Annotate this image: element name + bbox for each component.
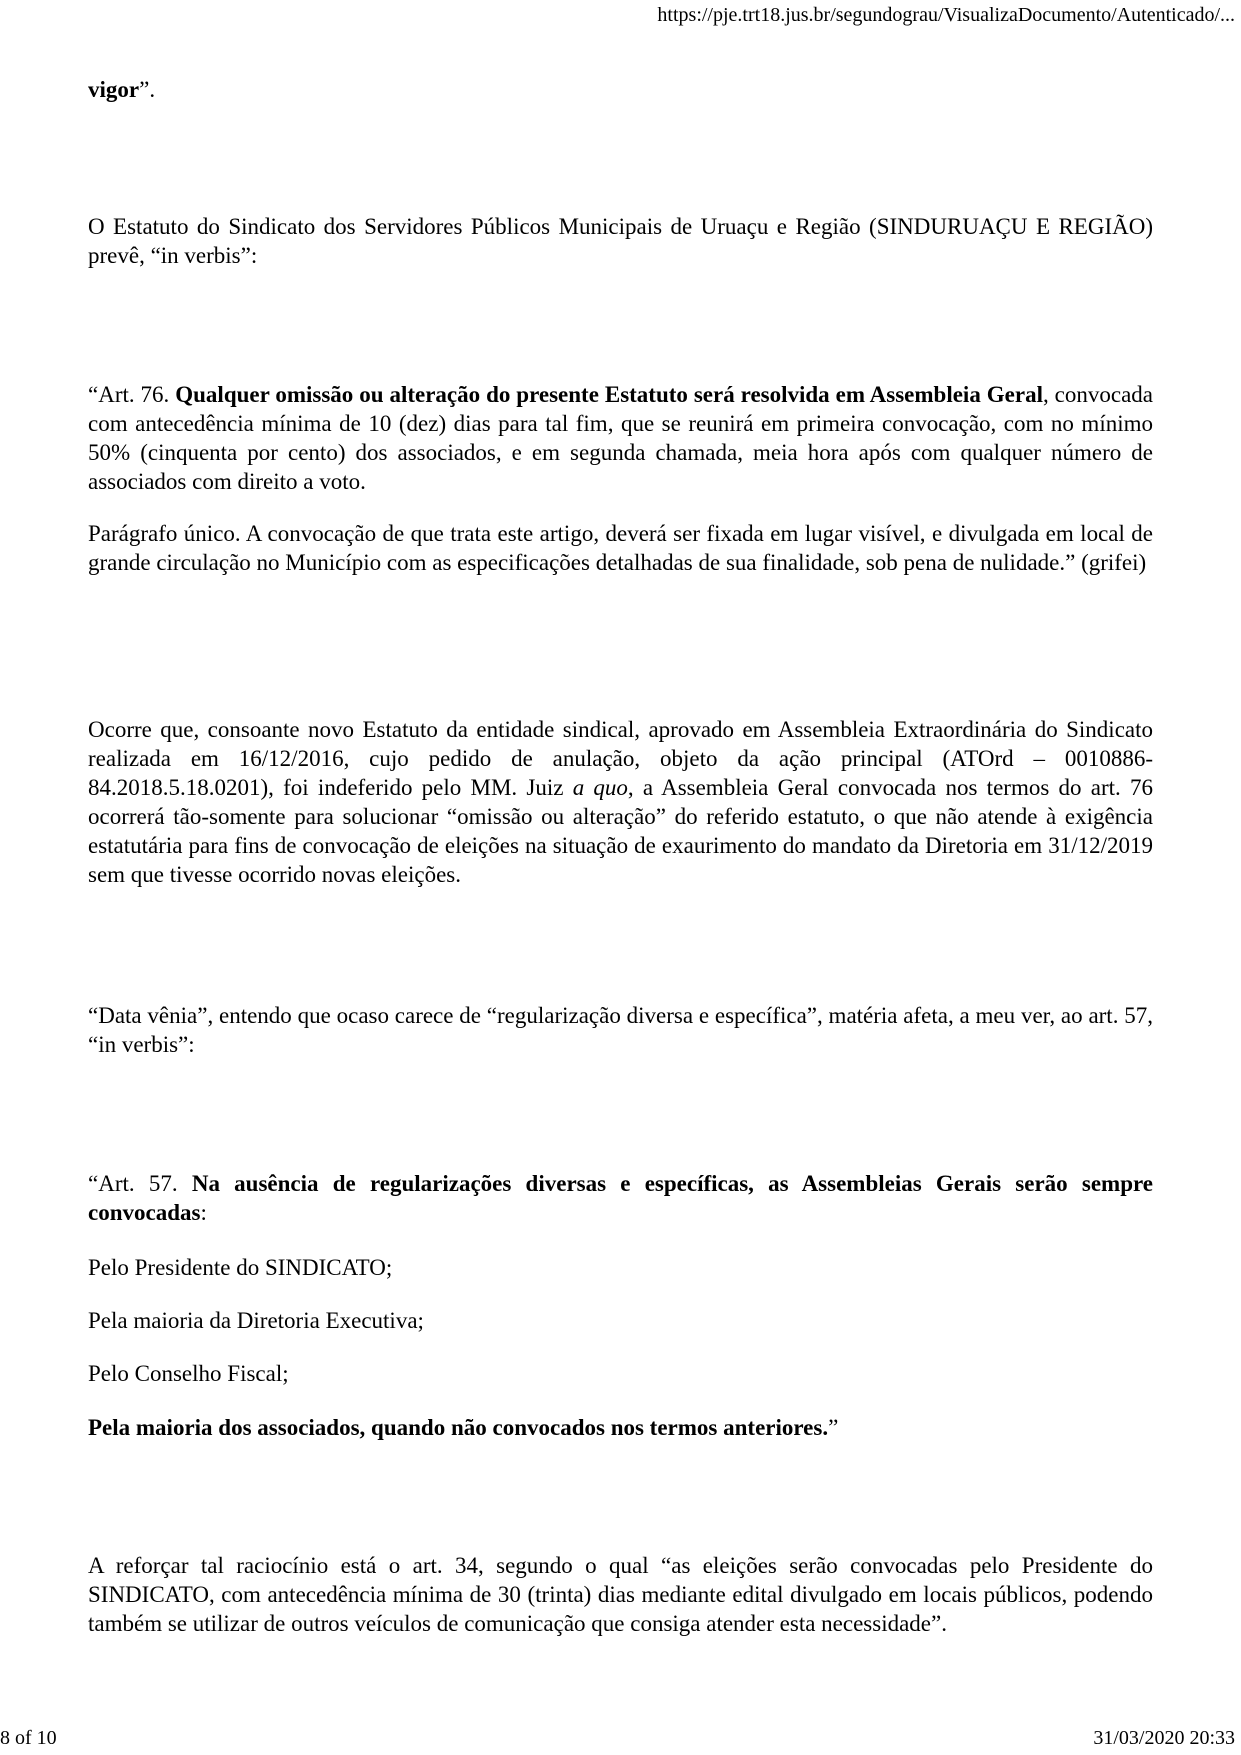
list-item-associados — [88, 1413, 1153, 1442]
art-57-lead: “Art. 57. — [88, 1171, 192, 1196]
art-76-tail: , convocada com antecedência mínima de 10 (dez) dias para tal fim, que se reunirá em primeira convocação, com no mínimo 50% (cinquenta por cento) dos associados, e em segunda chamada, meia hora após com qualquer número de associados com direito a voto. — [88, 382, 1153, 494]
art-34-text: A reforçar tal raciocínio está o art. 34, segundo o qual “as eleições serão convocadas pelo Presidente do SINDICATO, com antecedência mínima de 30 (trinta) dias mediante edital divulgado em locais públicos, podendo também se utilizar de outros veículos de comunicação que consiga atender esta necessidade”. — [88, 1553, 1153, 1636]
paragraph-art-34 — [88, 1551, 1153, 1638]
paragraph-art-76 — [88, 380, 1153, 496]
list-item-4-bold: Pela maioria dos associados, quando não convocados nos termos anteriores. — [88, 1415, 829, 1440]
art-76-bold: Qualquer omissão ou alteração do presente Estatuto será resolvida em Assembleia Geral — [175, 382, 1043, 407]
art-76-lead: “Art. 76. — [88, 382, 176, 407]
paragraph-data-venia — [88, 1001, 1153, 1059]
list-item-1: Pelo Presidente do SINDICATO; — [88, 1255, 393, 1280]
footer-datetime: 31/03/2020 20:33 — [1093, 1727, 1235, 1749]
art-57-tail: : — [200, 1200, 207, 1225]
estatuto-text: O Estatuto do Sindicato dos Servidores Públicos Municipais de Uruaçu e Região (SINDURUAÇU E REGIÃO) prevê, “in verbis”: — [88, 214, 1153, 268]
page-number: 8 of 10 — [0, 1727, 57, 1749]
paragraph-vigor — [88, 75, 1153, 104]
paragraph-ocorre — [88, 715, 1153, 889]
list-item-3: Pelo Conselho Fiscal; — [88, 1361, 289, 1386]
art-57-bold: Na ausência de regularizações diversas e específicas, as Assembleias Gerais serão sempre convocadas — [88, 1171, 1153, 1225]
list-item-conselho — [88, 1359, 1153, 1388]
paragraph-estatuto — [88, 212, 1153, 270]
paragrafo-unico-text: Parágrafo único. A convocação de que trata este artigo, deverá ser fixada em lugar visível, e divulgada em local de grande circulação no Município com as especificações detalhadas de sua finalidade, sob pena de nulidade.” (grifei) — [88, 521, 1153, 575]
paragraph-art-57 — [88, 1169, 1153, 1227]
list-item-diretoria — [88, 1306, 1153, 1335]
list-item-presidente — [88, 1253, 1153, 1282]
header-url: https://pje.trt18.jus.br/segundograu/VisualizaDocumento/Autenticado/... — [657, 4, 1235, 26]
ocorre-italic: a quo — [572, 775, 628, 800]
ocorre-tail: , a Assembleia Geral convocada nos termos do art. 76 ocorrerá tão-somente para solucionar “omissão ou alteração” do referido estatuto, o que não atende à exigência estatutária para fins de convocação de eleições na situação de exaurimento do mandato da Diretoria em 31/12/2019 sem que tivesse ocorrido novas eleições. — [88, 775, 1153, 887]
list-item-4-tail: ” — [828, 1415, 839, 1440]
vigor-bold: vigor — [88, 77, 140, 102]
data-venia-text: “Data vênia”, entendo que ocaso carece de “regularização diversa e específica”, matéria afeta, a meu ver, ao art. 57, “in verbis”: — [88, 1003, 1153, 1057]
list-item-2: Pela maioria da Diretoria Executiva; — [88, 1308, 424, 1333]
vigor-tail: ”. — [139, 77, 156, 102]
paragraph-unico — [88, 519, 1153, 577]
ocorre-lead: Ocorre que, consoante novo Estatuto da entidade sindical, aprovado em Assembleia Extraordinária do Sindicato realizada em 16/12/2016, cujo pedido de anulação, objeto da ação principal (ATOrd – 0010886-84.2018.5.18.0201), foi indeferido pelo MM. Juiz — [88, 717, 1153, 800]
